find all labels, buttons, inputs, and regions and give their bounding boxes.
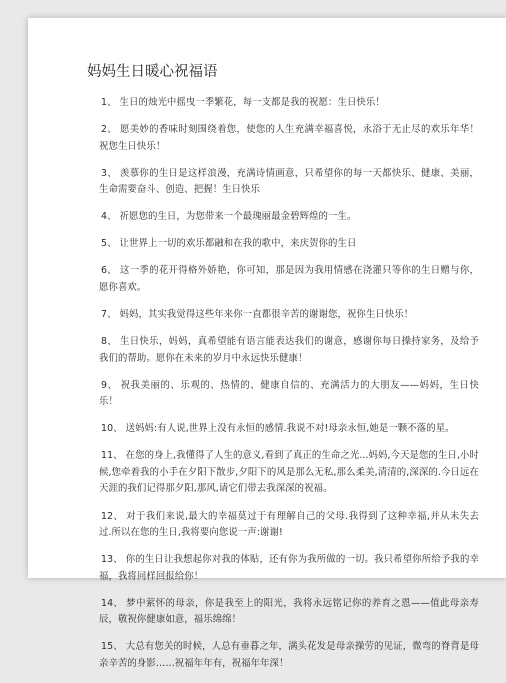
item-number: 13、: [101, 554, 123, 566]
item-number: 11、: [101, 450, 123, 462]
item-number: 6、: [101, 265, 118, 277]
blessing-item: [99, 166, 479, 199]
item-text: 在您的身上,我懂得了人生的意义,看到了真正的生命之光...妈妈,今天是您的生日,小时候,您牵着我的小手在夕阳下散步,夕阳下的风是那么无私,那么柔美,清清的,深深的.今日远在天涯的我们记得那夕阳,那风,请它们带去我深深的祝福。: [99, 450, 479, 495]
item-text: 梦中萦怀的母亲，你是我至上的阳光，我将永远铭记你的养育之恩——值此母亲寿辰，敬祝你健康如意，福乐绵绵！: [99, 597, 479, 626]
blessing-list: [99, 95, 479, 683]
document-page: [28, 18, 506, 669]
item-text: 生日快乐，妈妈，真希望能有语言能表达我们的谢意，感谢你每日操持家务，及给予我们的帮助。愿你在未来的岁月中永远快乐健康！: [99, 336, 480, 364]
item-number: 3、: [101, 167, 118, 179]
item-text: 祈愿您的生日，为您带来一个最瑰丽最金碧辉煌的一生。: [119, 211, 357, 223]
blessing-item: [99, 122, 479, 155]
blessing-item: [99, 596, 479, 629]
item-number: 2、: [101, 124, 118, 136]
item-number: 10、: [101, 423, 123, 435]
item-text: 这一季的花开得格外娇艳，你可知，那是因为我用情感在浇灌只等你的生日赠与你，愿你喜欢。: [99, 265, 480, 293]
item-text: 愿美妙的香味时刻围绕着您，使您的人生充满幸福喜悦，永浴于无止尽的欢乐年华！祝您生日快乐！: [99, 124, 480, 152]
blessing-item: [99, 639, 479, 672]
item-text: 羡慕你的生日是这样浪漫，充满诗情画意，只希望你的每一天都快乐、健康、美丽，生命需要奋斗、创造、把握！生日快乐: [99, 167, 480, 196]
item-text: 对于我们来说,最大的幸福莫过于有理解自己的父母.我得到了这种幸福,并从未失去过.所以在您的生日,我将要向您说一声:谢谢!: [99, 510, 479, 539]
item-number: 8、: [101, 336, 118, 348]
item-number: 15、: [101, 641, 123, 653]
blessing-item: [99, 334, 479, 367]
blessing-item: [99, 421, 479, 438]
item-text: 生日的烛光中摇曳一季繁花，每一支都是我的祝愿：生日快乐！: [119, 97, 385, 108]
blessing-item: [99, 307, 479, 324]
item-text: 妈妈，其实我觉得这些年来你一直都很辛苦的谢谢您，祝你生日快乐！: [119, 309, 414, 321]
item-text: 祝我美丽的、乐观的、热情的、健康自信的、充满活力的大朋友——妈妈，生日快乐！: [99, 379, 479, 408]
item-number: 14、: [101, 597, 124, 609]
blessing-item: [99, 509, 479, 542]
item-text: 送妈妈:有人说,世界上没有永恒的感情.我说不对!母亲永恒,她是一颗不落的星。: [125, 423, 455, 435]
blessing-item: [99, 209, 479, 226]
item-number: 7、: [101, 309, 117, 321]
item-text: 大总有您关的时候，人总有垂暮之年，满头花发是母亲操劳的见证，微弯的脊背是母亲辛苦的身影……祝福年年有，祝福年年深！: [99, 641, 480, 669]
blessing-item: [99, 552, 479, 585]
blessing-item: [99, 263, 479, 296]
blessing-item: [99, 378, 479, 411]
blessing-item: [99, 236, 479, 253]
document-title: 妈妈生日暖心祝福语: [87, 64, 218, 80]
item-number: 1、: [101, 97, 117, 108]
item-number: 9、: [101, 379, 118, 391]
blessing-item: [99, 448, 479, 498]
item-number: 12、: [101, 510, 124, 522]
item-number: 5、: [101, 238, 117, 250]
item-number: 4、: [101, 211, 117, 223]
item-text: 你的生日让我想起你对我的体贴，还有你为我所做的一切。我只希望你所给予我的幸福，我将同样回报给你！: [99, 554, 480, 582]
blessing-item: [99, 95, 479, 112]
item-text: 让世界上一切的欢乐都融和在我的歌中，来庆贺你的生日: [119, 238, 357, 250]
